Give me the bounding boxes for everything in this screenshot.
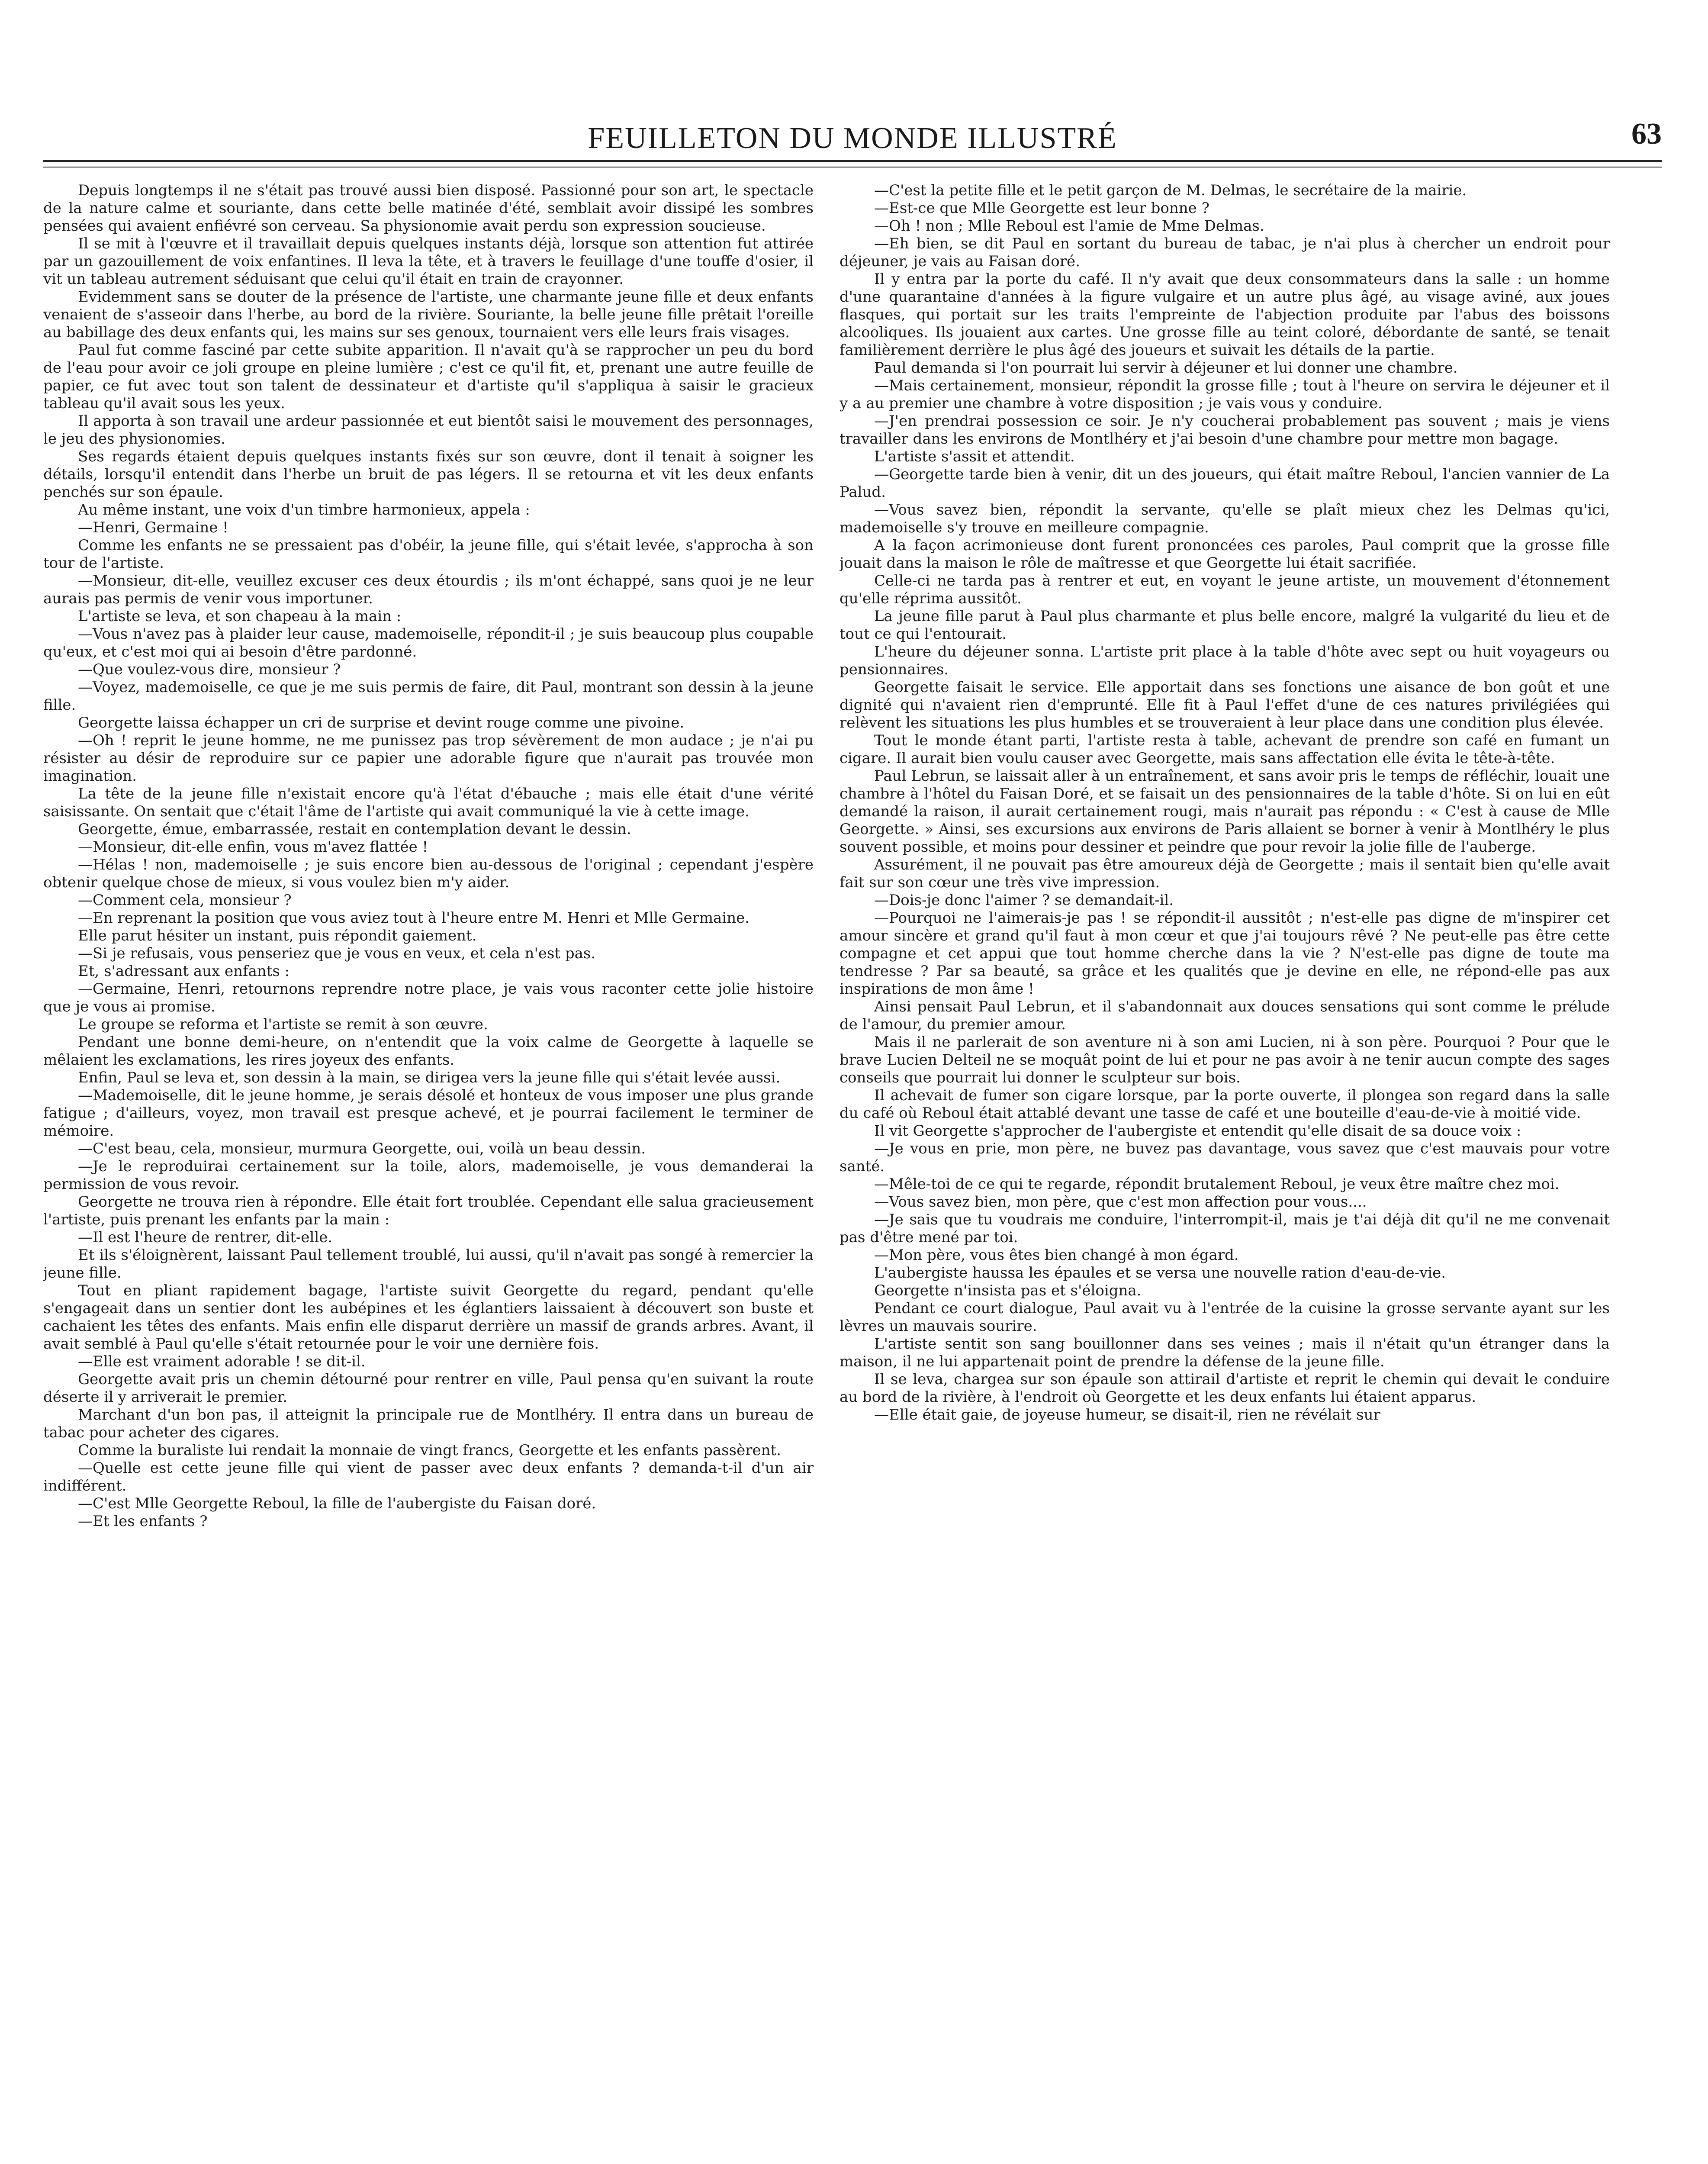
- paragraph: Georgette faisait le service. Elle apportait dans ses fonctions une aisance de bon goût et une dignité qui n'avaient rien d'emprunté. Elle fit à Paul l'effet d'une de ces natures privilégiées qui relèvent les situations les plus humbles et se trouveraient à leur place dans une condition plus élevée.: [840, 679, 1610, 731]
- paragraph: —J'en prendrai possession ce soir. Je n'y coucherai probablement pas souvent ; mais je viens travailler dans les environs de Montlhéry et j'ai besoin d'une chambre pour mettre mon bagage.: [840, 412, 1610, 448]
- paragraph: Celle-ci ne tarda pas à rentrer et eut, en voyant le jeune artiste, un mouvement d'étonnement qu'elle réprima aussitôt.: [840, 572, 1610, 607]
- paragraph: Georgette avait pris un chemin détourné pour rentrer en ville, Paul pensa qu'en suivant la route déserte il y arriverait le premier.: [43, 1371, 814, 1406]
- paragraph: —Pourquoi ne l'aimerais-je pas ! se répondit-il aussitôt ; n'est-elle pas digne de m'inspirer cet amour sincère et grand qu'il faut à mon cœur et que j'ai toujours rêvé ? Ne peut-elle pas être cette compagne et cet appui que tout homme cherche dans la vie ? N'est-elle pas digne de toute ma tendresse ? Par sa beauté, sa grâce et les qualités que je devine en elle, ne répond-elle pas aux inspirations de mon âme !: [840, 909, 1610, 998]
- paragraph: —Eh bien, se dit Paul en sortant du bureau de tabac, je n'ai plus à chercher un endroit pour déjeuner, je vais au Faisan doré.: [840, 235, 1610, 270]
- paragraph: —Germaine, Henri, retournons reprendre notre place, je vais vous raconter cette jolie histoire que je vous ai promise.: [43, 980, 814, 1015]
- page-header: [43, 108, 1662, 156]
- paragraph: Il se leva, chargea sur son épaule son attirail d'artiste et reprit le chemin qui devait le conduire au bord de la rivière, à l'endroit où Georgette et les deux enfants lui étaient apparus.: [840, 1371, 1610, 1406]
- paragraph: A la façon acrimonieuse dont furent prononcées ces paroles, Paul comprit que la grosse fille jouait dans la maison le rôle de maîtresse et que Georgette lui était sacrifiée.: [840, 537, 1610, 572]
- paragraph: —Oh ! reprit le jeune homme, ne me punissez pas trop sévèrement de mon audace ; je n'ai pu résister au désir de reproduire sur ce papier une adorable figure que n'aurait pas trouvée mon imagination.: [43, 732, 814, 785]
- paragraph: —Elle était gaie, de joyeuse humeur, se disait-il, rien ne révélait sur: [874, 1406, 1380, 1423]
- paragraph: L'artiste sentit son sang bouillonner dans ses veines ; mais il n'était qu'un étranger dans la maison, il ne lui appartenait point de prendre la défense de la jeune fille.: [840, 1335, 1610, 1370]
- page-number: 63: [1631, 117, 1662, 151]
- paragraph: Le groupe se reforma et l'artiste se remit à son œuvre.: [78, 1016, 488, 1033]
- paragraph: Georgette laissa échapper un cri de surprise et devint rouge comme une pivoine.: [78, 714, 685, 731]
- paragraph: —Elle est vraiment adorable ! se dit-il.: [78, 1353, 366, 1370]
- paragraph: —Quelle est cette jeune fille qui vient de passer avec deux enfants ? demanda-t-il d'un air indifférent.: [43, 1459, 814, 1494]
- paragraph: —Que voulez-vous dire, monsieur ?: [78, 661, 341, 678]
- paragraph: —Et les enfants ?: [78, 1513, 208, 1530]
- paragraph: La jeune fille parut à Paul plus charmante et plus belle encore, malgré la vulgarité du lieu et de tout ce qui l'entourait.: [840, 608, 1610, 643]
- paragraph: Evidemment sans se douter de la présence de l'artiste, une charmante jeune fille et deux enfants venaient de s'asseoir dans l'herbe, au bord de la rivière. Souriante, la belle jeune fille prêtait l'oreille au babillage des deux enfants qui, les mains sur ses genoux, tournaient vers elle leurs frais visages.: [43, 288, 814, 341]
- paragraph: Ainsi pensait Paul Lebrun, et il s'abandonnait aux douces sensations qui sont comme le prélude de l'amour, du premier amour.: [840, 998, 1610, 1033]
- paragraph: Mais il ne parlerait de son aventure ni à son ami Lucien, ni à son père. Pourquoi ? Pour que le brave Lucien Delteil ne se moquât point de lui et pour ne pas avoir à ne tenir aucun compte des sages conseils que pourrait lui donner le sculpteur sur bois.: [840, 1034, 1610, 1086]
- paragraph: Georgette, émue, embarrassée, restait en contemplation devant le dessin.: [78, 821, 631, 838]
- paragraph: Et, s'adressant aux enfants :: [78, 963, 290, 980]
- paragraph: Comme la buraliste lui rendait la monnaie de vingt francs, Georgette et les enfants passèrent.: [78, 1442, 781, 1459]
- paragraph: —Georgette tarde bien à venir, dit un des joueurs, qui était maître Reboul, l'ancien vannier de La Palud.: [840, 466, 1610, 501]
- paragraph: L'aubergiste haussa les épaules et se versa une nouvelle ration d'eau-de-vie.: [874, 1264, 1446, 1282]
- paragraph: Et ils s'éloignèrent, laissant Paul tellement troublé, lui aussi, qu'il n'avait pas songé à remercier la jeune fille.: [43, 1246, 814, 1282]
- paragraph: —Voyez, mademoiselle, ce que je me suis permis de faire, dit Paul, montrant son dessin à la jeune fille.: [43, 679, 814, 714]
- paragraph: —Je le reproduirai certainement sur la toile, alors, mademoiselle, je vous demanderai la permission de vous revoir.: [43, 1158, 814, 1193]
- paragraph: —Monsieur, dit-elle enfin, vous m'avez flattée !: [78, 838, 428, 856]
- left-column: [43, 182, 814, 2164]
- paragraph: Marchant d'un bon pas, il atteignit la principale rue de Montlhéry. Il entra dans un bureau de tabac pour acheter des cigares.: [43, 1406, 814, 1441]
- paragraph: —Vous savez bien, mon père, que c'est mon affection pour vous....: [874, 1193, 1367, 1211]
- paragraph: Tout en pliant rapidement bagage, l'artiste suivit Georgette du regard, pendant qu'elle s'engageait dans un sentier dont les aubépines et les églantiers laissaient à découvert son buste et cachaient les têtes des enfants. Mais enfin elle disparut derrière un massif de grands arbres. Avant, il avait semblé à Paul qu'elle s'était retournée pour le voir une dernière fois.: [43, 1282, 814, 1352]
- paragraph: —Henri, Germaine !: [78, 519, 228, 536]
- paragraph: —C'est la petite fille et le petit garçon de M. Delmas, le secrétaire de la mairie.: [874, 182, 1467, 199]
- paragraph: L'heure du déjeuner sonna. L'artiste prit place à la table d'hôte avec sept ou huit voyageurs ou pensionnaires.: [840, 643, 1610, 678]
- paragraph: —Il est l'heure de rentrer, dit-elle.: [78, 1229, 333, 1246]
- paragraph: Il achevait de fumer son cigare lorsque, par la porte ouverte, il plongea son regard dans la salle du café où Reboul était attablé devant une tasse de café et une bouteille d'eau-de-vie à moitié vide.: [840, 1087, 1610, 1122]
- paragraph: Il se mit à l'œuvre et il travaillait depuis quelques instants déjà, lorsque son attention fut attirée par un gazouillement de voix enfantines. Il leva la tête, et à travers le feuillage d'une touffe d'osier, il vit un tableau autrement séduisant que celui qu'il était en train de crayonner.: [43, 235, 814, 288]
- paragraph: Tout le monde étant parti, l'artiste resta à table, achevant de prendre son café en fumant un cigare. Il aurait bien voulu causer avec Georgette, mais sans affectation elle évita le tête-à-tête.: [840, 732, 1610, 767]
- paragraph: —Si je refusais, vous penseriez que je vous en veux, et cela n'est pas.: [78, 945, 596, 962]
- paragraph: Paul demanda si l'on pourrait lui servir à déjeuner et lui donner une chambre.: [874, 359, 1458, 377]
- header-rule: [43, 160, 1662, 162]
- paragraph: —C'est beau, cela, monsieur, murmura Georgette, oui, voilà un beau dessin.: [78, 1140, 646, 1157]
- paragraph: Assurément, il ne pouvait pas être amoureux déjà de Georgette ; mais il sentait bien qu'elle avait fait sur son cœur une très vive impression.: [840, 856, 1610, 891]
- paragraph: —Vous savez bien, répondit la servante, qu'elle se plaît mieux chez les Delmas qu'ici, mademoiselle s'y trouve en meilleure compagnie.: [840, 501, 1610, 536]
- paragraph: —Monsieur, dit-elle, veuillez excuser ces deux étourdis ; ils m'ont échappé, sans quoi je ne leur aurais pas permis de venir vous importuner.: [43, 572, 814, 607]
- paragraph: Il vit Georgette s'approcher de l'aubergiste et entendit qu'elle disait de sa douce voix :: [874, 1122, 1521, 1140]
- paragraph: Comme les enfants ne se pressaient pas d'obéir, la jeune fille, qui s'était levée, s'approcha à son tour de l'artiste.: [43, 537, 814, 572]
- paragraph: —Mon père, vous êtes bien changé à mon égard.: [874, 1246, 1239, 1264]
- paragraph: Au même instant, une voix d'un timbre harmonieux, appela :: [78, 501, 530, 518]
- paragraph: —Hélas ! non, mademoiselle ; je suis encore bien au-dessous de l'original ; cependant j'espère obtenir quelque chose de mieux, si vous voulez bien m'y aider.: [43, 856, 814, 891]
- paragraph: Georgette ne trouva rien à répondre. Elle était fort troublée. Cependant elle salua gracieusement l'artiste, puis prenant les enfants par la main :: [43, 1193, 814, 1228]
- paragraph: —Mais certainement, monsieur, répondit la grosse fille ; tout à l'heure on servira le déjeuner et il y a au premier une chambre à votre disposition ; je vais vous y conduire.: [840, 377, 1610, 412]
- paragraph: Ses regards étaient depuis quelques instants fixés sur son œuvre, dont il tenait à soigner les détails, lorsqu'il entendit dans l'herbe un bruit de pas légers. Il se retourna et vit les deux enfants penchés sur son épaule.: [43, 448, 814, 501]
- paragraph: —C'est Mlle Georgette Reboul, la fille de l'aubergiste du Faisan doré.: [78, 1495, 596, 1512]
- paragraph: —Comment cela, monsieur ?: [78, 892, 292, 909]
- paragraph: —Dois-je donc l'aimer ? se demandait-il.: [874, 892, 1174, 909]
- paragraph: Elle parut hésiter un instant, puis répondit gaiement.: [78, 927, 477, 944]
- paragraph: —Oh ! non ; Mlle Reboul est l'amie de Mme Delmas.: [874, 217, 1264, 235]
- paragraph: Paul Lebrun, se laissait aller à un entraînement, et sans avoir pris le temps de réfléchir, louait une chambre à l'hôtel du Faisan Doré, et se faisait un des pensionnaires de la table d'hôte. Si on lui en eût demandé la raison, il aurait certainement rougi, mais n'aurait pas répondu : « C'est à cause de Mlle Georgette. » Ainsi, ses excursions aux environs de Paris allaient se borner à venir à Montlhéry le plus souvent possible, et moins pour dessiner et peindre que pour revoir la jolie fille de l'auberge.: [840, 767, 1610, 856]
- paragraph: Il y entra par la porte du café. Il n'y avait que deux consommateurs dans la salle : un homme d'une quarantaine d'années à la figure vulgaire et un autre plus âgé, au visage aviné, aux joues flasques, qui portait sur les traits l'empreinte de l'abjection produite par l'abus des boissons alcooliques. Ils jouaient aux cartes. Une grosse fille au teint coloré, débordante de santé, se tenait familièrement derrière le plus âgé des joueurs et suivait les détails de la partie.: [840, 270, 1610, 359]
- paragraph: —Vous n'avez pas à plaider leur cause, mademoiselle, répondit-il ; je suis beaucoup plus coupable qu'eux, et c'est moi qui ai besoin d'être pardonné.: [43, 625, 814, 660]
- running-title: FEUILLETON DU MONDE ILLUSTRÉ: [588, 122, 1117, 155]
- paragraph: Enfin, Paul se leva et, son dessin à la main, se dirigea vers la jeune fille qui s'était levée aussi.: [78, 1069, 781, 1086]
- paragraph: Depuis longtemps il ne s'était pas trouvé aussi bien disposé. Passionné pour son art, le spectacle de la nature calme et souriante, dans cette belle matinée d'été, semblait avoir dissipé les sombres pensées qui avaient enfiévré son cerveau. Sa physionomie avait perdu son expression soucieuse.: [43, 182, 814, 235]
- paragraph: —Je sais que tu voudrais me conduire, l'interrompit-il, mais je t'ai déjà dit qu'il ne me convenait pas d'être mené par toi.: [840, 1211, 1610, 1246]
- paragraph: La tête de la jeune fille n'existait encore qu'à l'état d'ébauche ; mais elle était d'une vérité saisissante. On sentait que c'était l'âme de l'artiste qui avait communiqué la vie à cette image.: [43, 785, 814, 820]
- paragraph: Pendant une bonne demi-heure, on n'entendit que la voix calme de Georgette à laquelle se mêlaient les exclamations, les rires joyeux des enfants.: [43, 1034, 814, 1069]
- paragraph: Pendant ce court dialogue, Paul avait vu à l'entrée de la cuisine la grosse servante ayant sur les lèvres un mauvais sourire.: [840, 1300, 1610, 1335]
- paragraph: Il apporta à son travail une ardeur passionnée et eut bientôt saisi le mouvement des personnages, le jeu des physionomies.: [43, 412, 814, 448]
- paragraph: Paul fut comme fasciné par cette subite apparition. Il n'avait qu'à se rapprocher un peu du bord de l'eau pour avoir ce joli groupe en pleine lumière ; c'est ce qu'il fit, et, prenant une autre feuille de papier, ce fut avec tout son talent de dessinateur et d'artiste qu'il s'appliqua à saisir le gracieux tableau qu'il avait sous les yeux.: [43, 341, 814, 412]
- paragraph: Georgette n'insista pas et s'éloigna.: [874, 1282, 1142, 1299]
- paragraph: —En reprenant la position que vous aviez tout à l'heure entre M. Henri et Mlle Germaine.: [78, 909, 750, 927]
- paragraph: —Je vous en prie, mon père, ne buvez pas davantage, vous savez que c'est mauvais pour votre santé.: [840, 1140, 1610, 1175]
- paragraph: —Mêle-toi de ce qui te regarde, répondit brutalement Reboul, je veux être maître chez moi.: [874, 1175, 1560, 1193]
- paragraph: —Mademoiselle, dit le jeune homme, je serais désolé et honteux de vous imposer une plus grande fatigue ; d'ailleurs, voyez, mon travail est presque achevé, et je pourrai facilement le terminer de mémoire.: [43, 1087, 814, 1140]
- paragraph: L'artiste se leva, et son chapeau à la main :: [78, 608, 402, 625]
- paragraph: —Est-ce que Mlle Georgette est leur bonne ?: [874, 200, 1209, 217]
- paragraph: L'artiste s'assit et attendit.: [874, 448, 1075, 465]
- right-column: [840, 182, 1610, 2164]
